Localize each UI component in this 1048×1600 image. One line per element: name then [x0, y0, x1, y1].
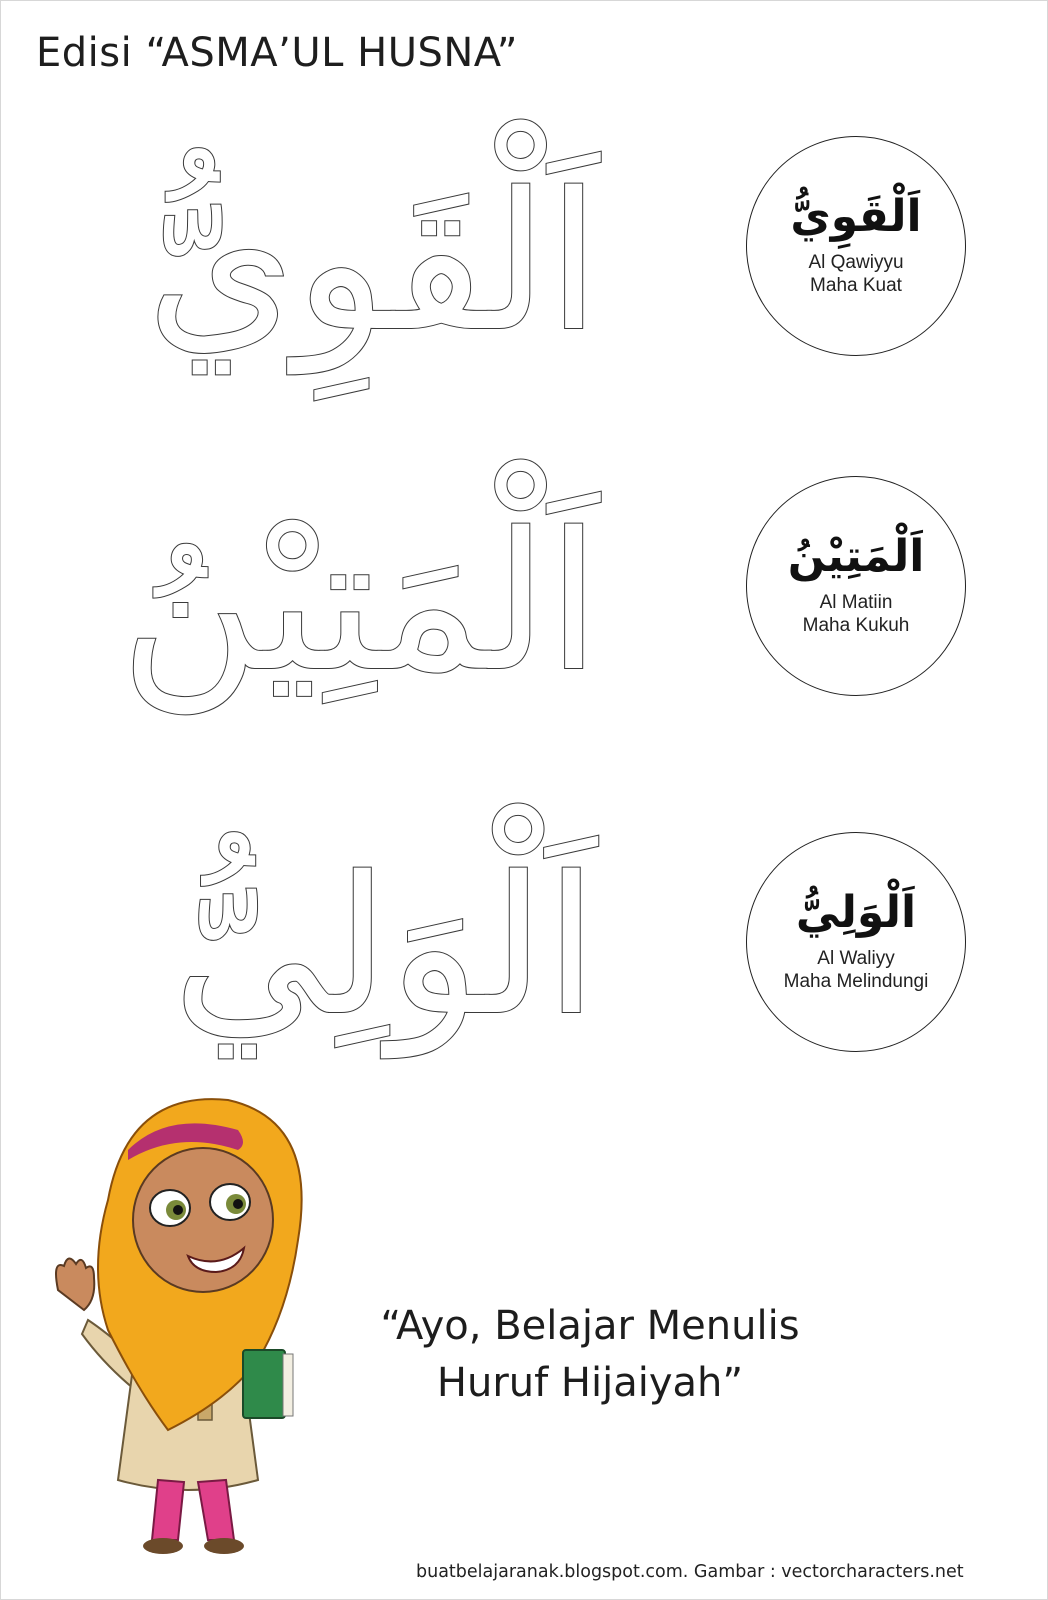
- badge-latin-name: Al Matiin: [819, 592, 893, 614]
- edition-title: Edisi “ASMA’UL HUSNA”: [36, 30, 518, 76]
- badge-latin-name: Al Qawiyyu: [808, 252, 904, 274]
- badge-arabic: اَلْمَتِيْنُ: [787, 531, 925, 582]
- badge-arabic: اَلْوَلِيُّ: [795, 887, 917, 938]
- tracing-word-al-matiin: اَلْمَتِيْنُ: [120, 492, 600, 713]
- invitation-line-2: Huruf Hijaiyah”: [436, 1360, 744, 1406]
- name-badge-al-qawiyyu: [746, 136, 966, 356]
- hijab-girl-illustration: [48, 1090, 308, 1560]
- badge-arabic: اَلْقَوِيُّ: [790, 191, 922, 242]
- invitation-text: [360, 1298, 820, 1412]
- badge-meaning: Maha Kuat: [810, 275, 902, 297]
- badge-meaning: Maha Melindungi: [783, 971, 929, 993]
- invitation-line-1: “Ayo, Belajar Menulis: [380, 1303, 800, 1349]
- badge-meaning: Maha Kukuh: [802, 615, 910, 637]
- tracing-word-al-qawiyyu: اَلْقَوِيُّ: [146, 152, 600, 373]
- footer-credit: buatbelajaranak.blogspot.com. Gambar : vectorcharacters.net: [416, 1562, 964, 1582]
- name-badge-al-waliyy: [746, 832, 966, 1052]
- name-badge-al-matiin: [746, 476, 966, 696]
- badge-latin-name: Al Waliyy: [817, 948, 895, 970]
- tracing-word-al-waliyy: اَلْوَلِيُّ: [172, 836, 598, 1057]
